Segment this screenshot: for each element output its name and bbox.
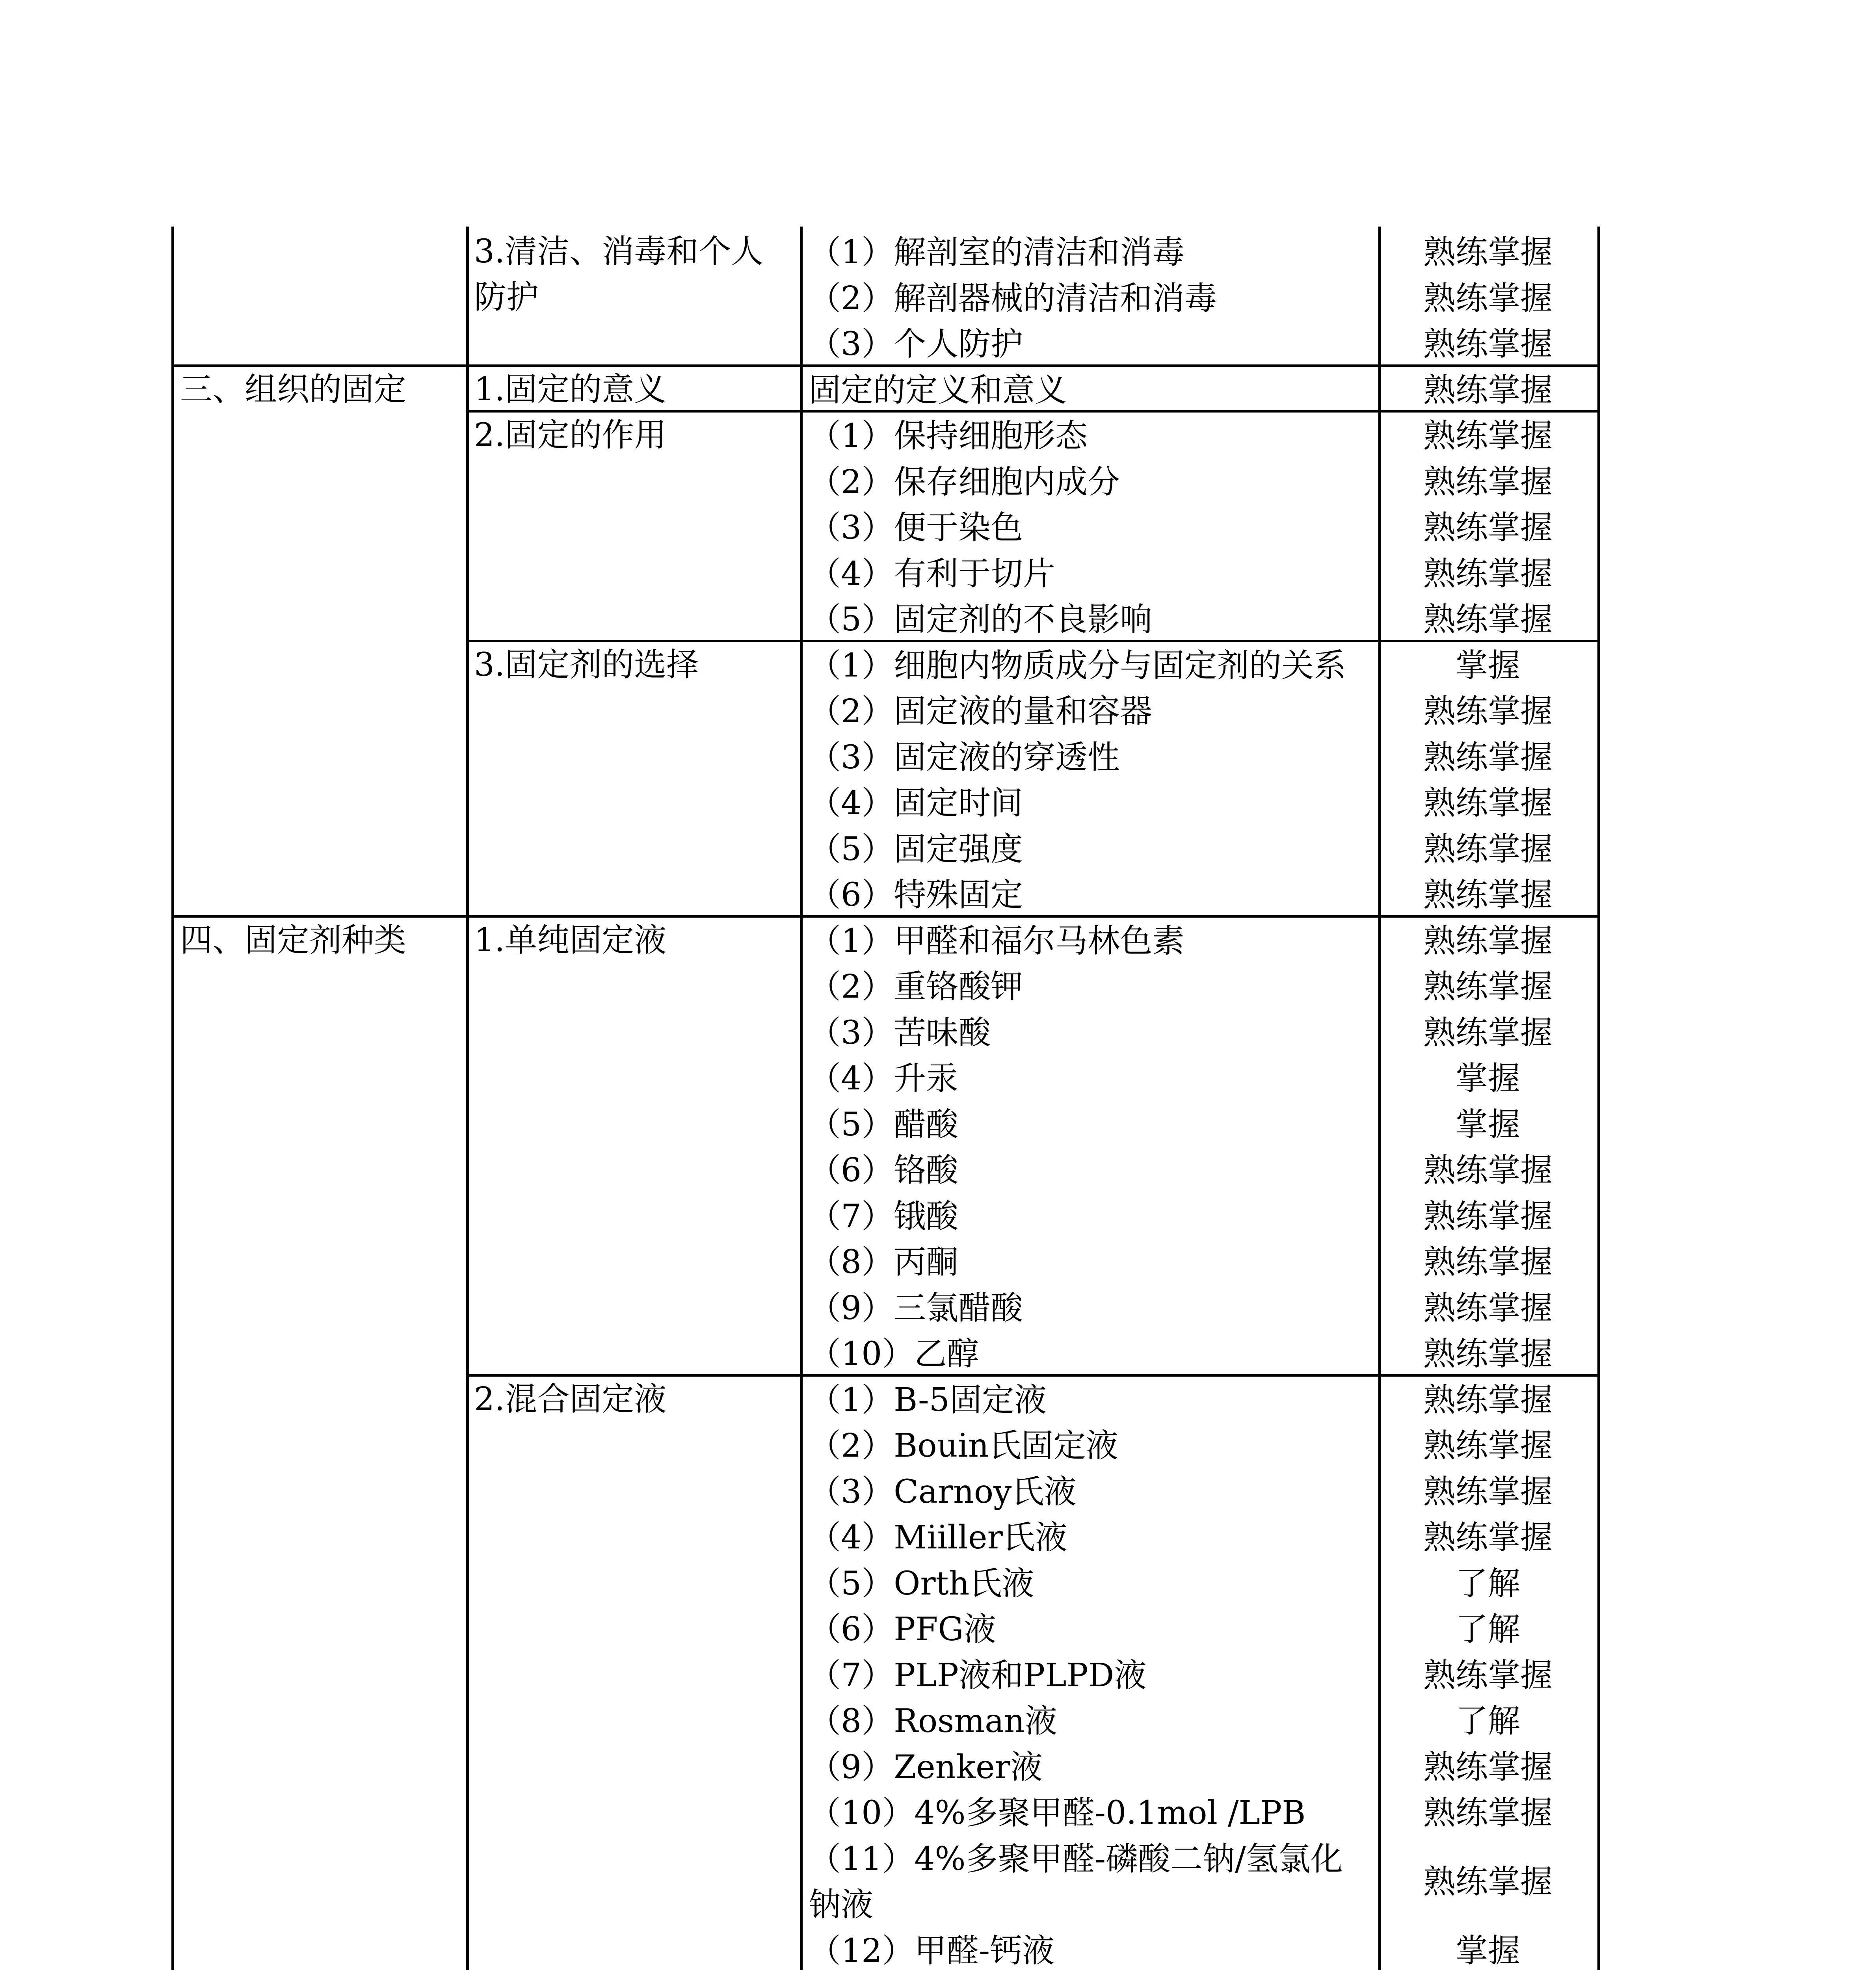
section-title: 四、固定剂种类 xyxy=(180,921,407,959)
level-cell: 熟练掌握 xyxy=(1423,1152,1552,1189)
content-cell: （3）Carnoy氏液 xyxy=(809,1473,1077,1511)
content-cell: （1）保持细胞形态 xyxy=(809,417,1088,455)
content-cell: （2）保存细胞内成分 xyxy=(809,463,1120,501)
content-cell: （2）重铬酸钾 xyxy=(809,968,1023,1005)
subitem-title: 2.混合固定液 xyxy=(474,1380,667,1418)
level-cell: 熟练掌握 xyxy=(1423,234,1552,271)
level-cell: 熟练掌握 xyxy=(1423,922,1552,960)
content-cell: （6）铬酸 xyxy=(809,1152,959,1189)
subitem-title: 防护 xyxy=(474,279,539,316)
level-cell: 掌握 xyxy=(1455,1060,1520,1097)
level-cell: 熟练掌握 xyxy=(1423,555,1552,593)
content-cell: （5）固定强度 xyxy=(809,830,1023,868)
subitem-title: 1.单纯固定液 xyxy=(474,921,667,959)
section-title: 三、组织的固定 xyxy=(180,370,407,408)
level-cell: 熟练掌握 xyxy=(1423,1656,1552,1694)
content-cell: （3）便于染色 xyxy=(809,509,1023,546)
level-cell: 熟练掌握 xyxy=(1423,325,1552,363)
content-cell: （8）丙酮 xyxy=(809,1243,959,1281)
column-rule xyxy=(800,227,803,1970)
content-cell: （2）解剖器械的清洁和消毒 xyxy=(809,279,1217,317)
content-cell: （4）升汞 xyxy=(809,1060,959,1097)
content-cell: （1）解剖室的清洁和消毒 xyxy=(809,234,1185,271)
level-cell: 熟练掌握 xyxy=(1423,1748,1552,1786)
level-cell: 熟练掌握 xyxy=(1423,1014,1552,1052)
content-cell: （1）甲醛和福尔马林色素 xyxy=(809,922,1185,960)
level-cell: 熟练掌握 xyxy=(1423,463,1552,501)
content-cell: （2）Bouin氏固定液 xyxy=(809,1427,1118,1464)
level-cell: 熟练掌握 xyxy=(1423,1335,1552,1373)
content-cell: （4）固定时间 xyxy=(809,784,1023,822)
content-cell: （6）PFG液 xyxy=(809,1611,996,1648)
content-cell: （2）固定液的量和容器 xyxy=(809,693,1153,730)
content-cell: （4）Miiller氏液 xyxy=(809,1519,1067,1556)
content-cell: （1）B-5固定液 xyxy=(809,1381,1047,1419)
column-rule xyxy=(171,227,174,1970)
level-cell: 了解 xyxy=(1455,1611,1520,1648)
subitem-title: 1.固定的意义 xyxy=(474,370,667,408)
content-cell: （3）固定液的穿透性 xyxy=(809,738,1120,776)
level-cell: 熟练掌握 xyxy=(1423,1381,1552,1419)
level-cell: 熟练掌握 xyxy=(1423,509,1552,546)
content-cell: （12）甲醛-钙液 xyxy=(809,1932,1055,1970)
content-cell: （9）三氯醋酸 xyxy=(809,1289,1023,1327)
level-cell: 熟练掌握 xyxy=(1423,1863,1552,1901)
content-cell: （9）Zenker液 xyxy=(809,1748,1043,1786)
level-cell: 熟练掌握 xyxy=(1423,1519,1552,1556)
content-cell: （10）乙醇 xyxy=(809,1335,979,1373)
content-cell: 固定的定义和意义 xyxy=(809,371,1067,409)
level-cell: 熟练掌握 xyxy=(1423,601,1552,638)
level-cell: 熟练掌握 xyxy=(1423,1427,1552,1464)
level-cell: 熟练掌握 xyxy=(1423,417,1552,455)
level-cell: 熟练掌握 xyxy=(1423,1243,1552,1281)
level-cell: 熟练掌握 xyxy=(1423,784,1552,822)
level-cell: 熟练掌握 xyxy=(1423,1289,1552,1327)
subitem-title: 3.固定剂的选择 xyxy=(474,646,699,684)
level-cell: 熟练掌握 xyxy=(1423,693,1552,730)
content-cell: （8）Rosman液 xyxy=(809,1702,1057,1740)
content-cell: （7）锇酸 xyxy=(809,1197,959,1235)
content-cell: （11）4%多聚甲醛-磷酸二钠/氢氯化钠液 xyxy=(809,1840,1343,1924)
column-rule xyxy=(1597,227,1600,1970)
subitem-title: 2.固定的作用 xyxy=(474,416,667,454)
content-cell: （3）个人防护 xyxy=(809,325,1023,363)
level-cell: 熟练掌握 xyxy=(1423,1794,1552,1832)
content-cell: （5）Orth氏液 xyxy=(809,1565,1034,1602)
level-cell: 熟练掌握 xyxy=(1423,1473,1552,1511)
subitem-title: 3.清洁、消毒和个人 xyxy=(474,233,764,270)
column-rule xyxy=(466,227,469,1970)
content-cell: （5）固定剂的不良影响 xyxy=(809,601,1153,638)
level-cell: 了解 xyxy=(1455,1702,1520,1740)
content-cell: （7）PLP液和PLPD液 xyxy=(809,1656,1147,1694)
level-cell: 熟练掌握 xyxy=(1423,1197,1552,1235)
content-cell: （10）4%多聚甲醛-0.1mol /LPB xyxy=(809,1794,1306,1832)
content-cell: （1）细胞内物质成分与固定剂的关系 xyxy=(809,647,1346,684)
content-cell: （3）苦味酸 xyxy=(809,1014,991,1052)
level-cell: 熟练掌握 xyxy=(1423,371,1552,409)
level-cell: 掌握 xyxy=(1455,1932,1520,1970)
level-cell: 熟练掌握 xyxy=(1423,876,1552,914)
level-cell: 了解 xyxy=(1455,1565,1520,1602)
level-cell: 掌握 xyxy=(1455,1106,1520,1143)
level-cell: 掌握 xyxy=(1455,647,1520,684)
content-cell: （4）有利于切片 xyxy=(809,555,1056,593)
level-cell: 熟练掌握 xyxy=(1423,738,1552,776)
content-cell: （5）醋酸 xyxy=(809,1106,959,1143)
level-cell: 熟练掌握 xyxy=(1423,830,1552,868)
content-cell: （6）特殊固定 xyxy=(809,876,1023,914)
level-cell: 熟练掌握 xyxy=(1423,279,1552,317)
level-cell: 熟练掌握 xyxy=(1423,968,1552,1005)
